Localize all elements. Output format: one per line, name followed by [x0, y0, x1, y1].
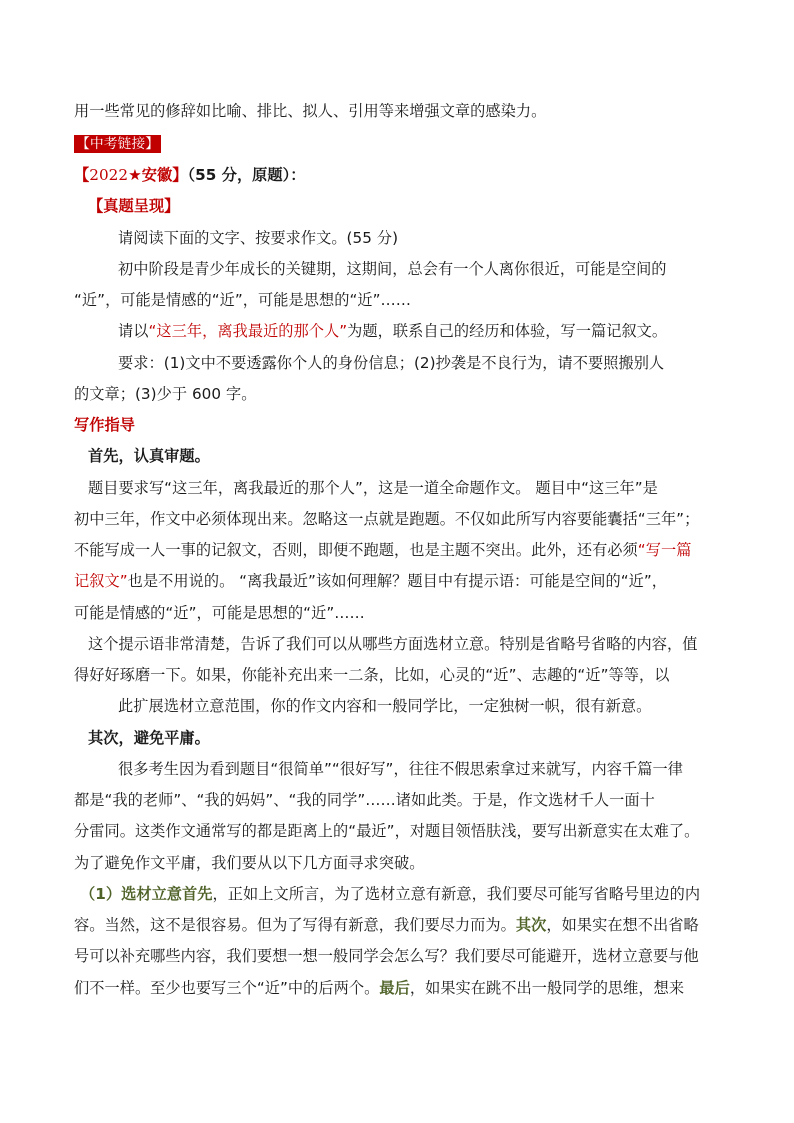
text-line: [88, 193, 179, 219]
text-run: 号可以补充哪些内容，我们要想一想一般同学会怎么写？我们要尽可能避开，选材立意要与他: [74, 947, 699, 965]
text-run: 题目要求写“这三年，离我最近的那个人”，这是一道全命题作文。 题目中“这三年”是: [88, 479, 658, 497]
text-line: [74, 130, 161, 156]
text-run: ，如果实在想不出省略: [546, 916, 699, 934]
text-line: [74, 787, 655, 813]
text-run: 的文章；(3)少于 600 字。: [74, 385, 257, 403]
text-line: [88, 631, 698, 657]
text-run: （1）: [80, 885, 122, 903]
text-line: [74, 162, 306, 188]
text-run: 2022: [89, 166, 129, 184]
text-line: [74, 287, 411, 313]
text-run: 很多考生因为看到题目“很简单”“很好写”，往往不假思索拿过来就写，内容千篇一律: [118, 760, 683, 778]
text-run: “近”，可能是情感的“近”，可能是思想的“近”……: [74, 291, 412, 309]
text-run: 为题，联系自己的经历和体验，写一篇记叙文。: [347, 322, 668, 340]
text-run: 得好好琢磨一下。如果，你能补充出来一二条，比如，心灵的“近”、志趣的“近”等等，以: [74, 666, 670, 684]
text-line: [74, 943, 699, 969]
text-line: [88, 443, 210, 469]
text-line: [118, 225, 398, 251]
text-run: 其次，避免平庸。: [88, 729, 210, 747]
text-run: 请以: [118, 322, 149, 340]
text-run: 初中三年，作文中必须体现出来。忽略这一点就是跑题。不仅如此所写内容要能囊括“三年”；: [74, 510, 700, 528]
text-run: 【: [74, 166, 90, 184]
text-run: （55 分，原题）：: [187, 166, 306, 184]
text-run: 其次: [515, 916, 547, 934]
text-line: [74, 537, 691, 563]
text-line: [74, 412, 135, 438]
text-run: 不能写成一人一事的记叙文，否则，即便不跑题，也是主题不突出。此外，还有必须: [74, 541, 638, 559]
text-run: 容。当然，这不是很容易。但为了写得有新意，我们要尽力而为。: [74, 916, 516, 934]
text-run: ★安徽】: [128, 166, 188, 184]
text-run: 们不一样。至少也要写三个“近”中的后两个。: [74, 979, 380, 997]
text-line: [80, 881, 700, 907]
text-line: [74, 975, 684, 1001]
text-run: 初中阶段是青少年成长的关键期，这期间，总会有一个人离你很近，可能是空间的: [118, 260, 667, 278]
text-run: 也是不用说的。 “离我最近”该如何理解？题目中有提示语：可能是空间的“近”，: [127, 572, 668, 590]
text-line: [74, 818, 699, 844]
text-line: [74, 912, 699, 938]
text-run: 首先: [182, 885, 213, 903]
text-run: 首先，认真审题。: [88, 447, 210, 465]
text-line: [74, 98, 546, 124]
text-run: ，如果实在跳不出一般同学的思维，想来: [409, 979, 685, 997]
text-run: 为了避免作文平庸，我们要从以下几方面寻求突破。: [74, 854, 425, 872]
text-run: 最后: [379, 979, 410, 997]
text-run: 请阅读下面的文字、按要求作文。(55 分): [118, 229, 399, 247]
text-line: [74, 600, 365, 626]
text-run: 这个提示语非常清楚，告诉了我们可以从哪些方面选材立意。特别是省略号省略的内容，值: [88, 635, 698, 653]
text-line: [118, 693, 651, 719]
text-line: [74, 506, 699, 532]
text-run: 可能是情感的“近”，可能是思想的“近”……: [74, 604, 365, 622]
text-line: [118, 756, 683, 782]
text-line: [74, 568, 667, 594]
text-run: 写作指导: [74, 416, 135, 434]
text-line: [74, 662, 669, 688]
text-run: ，正如上文所言，为了选材立意有新意，我们要尽可能写省略号里边的内: [212, 885, 701, 903]
text-line: [118, 350, 664, 376]
text-run: 用一些常见的修辞如比喻、排比、拟人、引用等来增强文章的感染力。: [74, 102, 547, 120]
text-run: 都是“我的老师”、“我的妈妈”、“我的同学”……诸如此类。于是，作文选材千人一面十: [74, 791, 655, 809]
text-line: [74, 850, 424, 876]
section-tag: 【中考链接】: [76, 136, 160, 152]
text-run: 记叙文”: [74, 572, 128, 590]
text-run: 此扩展选材立意范围，你的作文内容和一般同学比，一定独树一帜，很有新意。: [118, 697, 652, 715]
text-run: 【真题呈现】: [88, 197, 180, 215]
text-run: 分雷同。这类作文通常写的都是距离上的“最近”，对题目领悟肤浅，要写出新意实在太难了。: [74, 822, 700, 840]
text-line: [118, 256, 667, 282]
text-run: “写一篇: [637, 541, 692, 559]
text-line: [74, 381, 256, 407]
text-line: [118, 318, 667, 344]
text-line: [88, 725, 210, 751]
text-run: 要求：(1)文中不要透露你个人的身份信息；(2)抄袭是不良行为，请不要照搬别人: [118, 354, 665, 372]
text-run: “这三年，离我最近的那个人”: [148, 322, 348, 340]
text-line: [88, 475, 658, 501]
text-run: 选材立意: [121, 885, 183, 903]
